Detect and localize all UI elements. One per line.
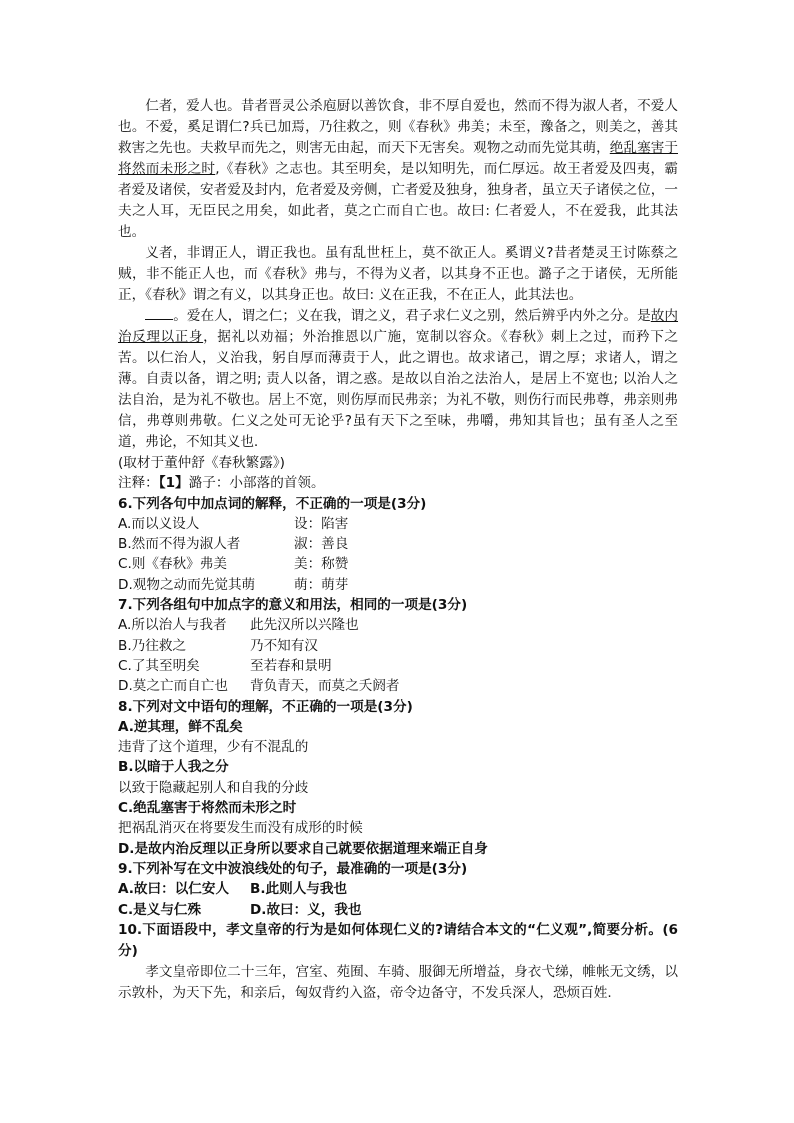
annotation: 注释：【1】潞子：小部落的首领。 — [118, 475, 325, 492]
question-10-stem: 10.下面语段中，孝文皇帝的行为是如何体现仁义的?请结合本文的“仁义观”,简要分析。(6分) — [118, 921, 678, 959]
passage-text: 。爱在人，谓之仁；义在我，谓之义，君子求仁义之别，然后辨乎内外之分。是 — [173, 308, 651, 324]
question-9-options-row-1: A.故曰：以仁安人 B.此则人与我也 — [118, 881, 348, 898]
question-8-option-b: B.以暗于人我之分 — [118, 759, 229, 776]
question-8-option-d: D.是故内治反理以正身所以要求自己就要依据道理来端正自身 — [118, 840, 488, 857]
passage-paragraph-1 — [118, 96, 678, 243]
passage-text: 仁者，爱人也。昔者晋灵公杀庖厨以善饮食，非不厚自爱也，然而不得为淑人者，不爱人也。不爱，奚足谓仁?兵已加焉，乃往救之，则《春秋》弗美；未至，豫备之，则美之，善其救害之先也。夫救早而先之，则害无由起，而天下无害矣。观物之动而先觉其萌， — [118, 98, 678, 156]
question-9-stem: 9.下列补写在文中波浪线处的句子，最准确的一项是(3分) — [118, 860, 468, 877]
question-8-option-a: A.逆其理，鲜不乱矣 — [118, 718, 243, 735]
document-page — [118, 96, 678, 1004]
question-10-passage: 孝文皇帝即位二十三年，宫室、苑囿、车骑、服御无所增益，身衣弋绨，帷帐无文绣，以示敦朴，为天下先，和亲后，匈奴背约入盗，帝令边备守，不发兵深人，恐烦百姓. — [118, 963, 678, 1001]
question-8-option-a-explanation: 违背了这个道理，少有不混乱的 — [118, 739, 309, 756]
question-6-stem: 6.下列各句中加点词的解释，不正确的一项是(3分) — [118, 495, 427, 512]
source-citation: (取材于董仲舒《春秋繁露》) — [118, 455, 285, 471]
question-8-option-b-explanation: 以致于隐藏起别人和自我的分歧 — [118, 779, 309, 796]
question-8-option-c: C.绝乱塞害于将然而未形之时 — [118, 800, 297, 817]
question-7-option-d: D.莫之亡而自亡也 背负青天，而莫之夭阏者 — [118, 678, 400, 695]
passage-text: ,《春秋》之志也。其至明矣，是以知明先，而仁厚远。故王者爱及四夷，霸者爱及诸侯，安者爱及封内，危者爱及旁侧，亡者爱及独身，独身者，虽立天子诸侯之位，一夫之人耳，无臣民之用矣，如此者，莫之亡而自亡也。故曰: 仁者爱人，不在爱我，此其法也。 — [118, 161, 678, 240]
question-8-option-c-explanation: 把祸乱消灭在将要发生而没有成形的时候 — [118, 820, 363, 837]
question-6-option-a: A.而以义设人 设：陷害 — [118, 515, 349, 532]
question-6-option-d: D.观物之动而先觉其萌 萌：萌芽 — [118, 576, 349, 593]
question-9-options-row-2: C.是义与仁殊 D.故曰：义，我也 — [118, 901, 362, 918]
question-6-option-b: B.然而不得为淑人者 淑：善良 — [118, 536, 349, 553]
question-7-stem: 7.下列各组句中加点字的意义和用法，相同的一项是(3分) — [118, 597, 468, 614]
passage-paragraph-2: 义者，非谓正人，谓正我也。虽有乱世枉上，莫不欲正人。奚谓义?昔者楚灵王讨陈蔡之贼，非不能正人也，而《春秋》弗与，不得为义者，以其身不正也。潞子之于诸侯，无所能正，《春秋》谓之有义，以其身正也。故曰: 义在正我，不在正人，此其法也。 — [118, 245, 678, 303]
passage-text: ，据礼以劝福；外治推恩以广施，宽制以容众。《春秋》刺上之过，而矜下之苦。以仁治人，义治我，躬自厚而薄责于人，此之谓也。故求诸己，谓之厚；求诸人，谓之薄。自责以备，谓之明; 责人以备，谓之惑。是故以自治之法治人，是居上不宽也; 以治人之法自治，是为礼不敬也。居上不宽，则伤厚而民弗亲；为礼不敬，则伤行而民弗尊，弗亲则弗信，弗尊则弗敬。仁义之处可无论乎?虽有天下之至味，弗嚼，弗知其旨也；虽有圣人之至道，弗论，不知其义也. — [118, 329, 678, 450]
question-8-stem: 8.下列对文中语句的理解，不正确的一项是(3分) — [118, 698, 413, 715]
passage-paragraph-3 — [118, 306, 678, 453]
underlined-sentence: 故内治反理以正身 — [118, 308, 679, 345]
question-7-option-a: A.所以治人与我者 此先汉所以兴隆也 — [118, 617, 359, 634]
underlined-sentence: 绝乱塞害于将然而未形之时 — [118, 140, 678, 177]
question-7-option-c: C.了其至明矣 至若春和景明 — [118, 657, 332, 674]
fill-in-blank — [145, 307, 173, 320]
question-7-option-b: B.乃往救之 乃不知有汉 — [118, 637, 318, 654]
question-6-option-c: C.则《春秋》弗美 美：称赞 — [118, 556, 349, 573]
